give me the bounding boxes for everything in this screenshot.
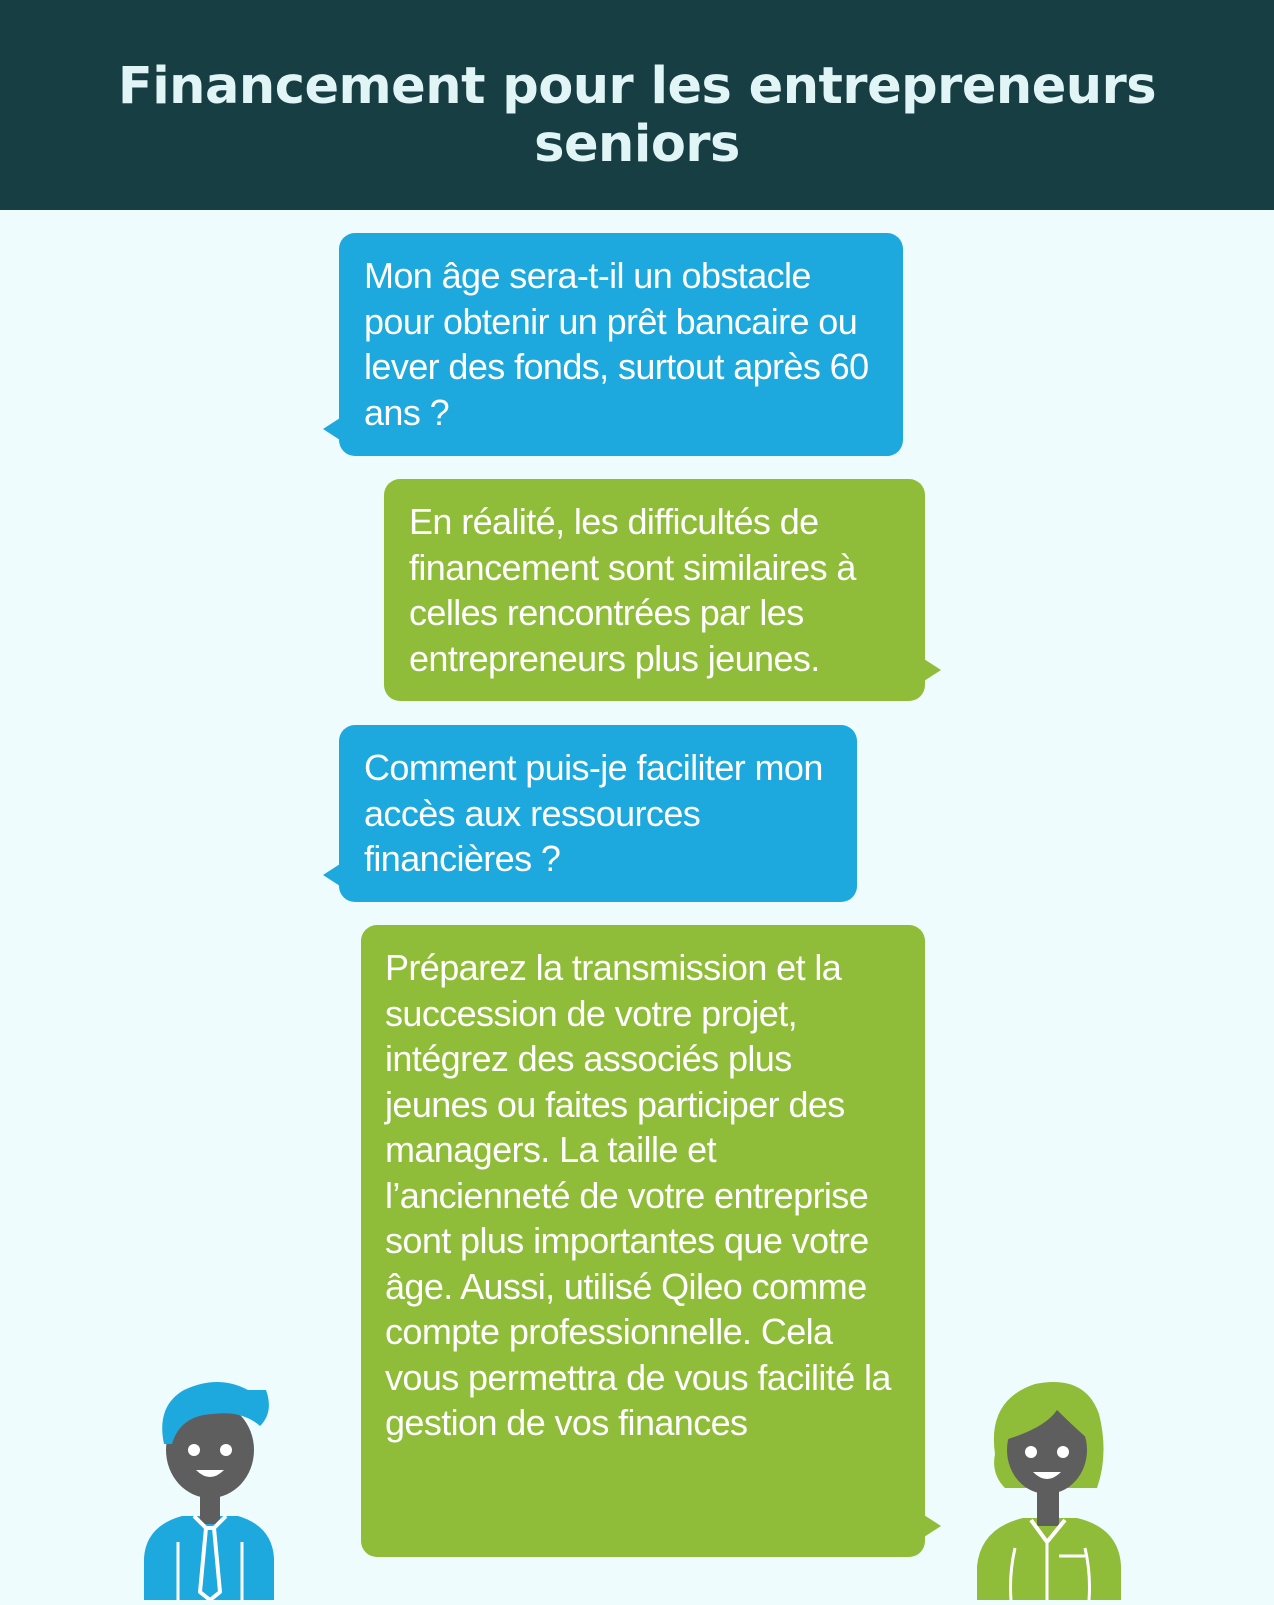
chat-bubble-question-2: Comment puis-je faciliter mon accès aux ressources financières ?: [339, 725, 857, 902]
chat-bubble-question-1: Mon âge sera-t-il un obstacle pour obtenir un prêt bancaire ou lever des fonds, surtout après 60 ans ?: [339, 233, 903, 456]
chat-bubble-answer-1: En réalité, les difficultés de financement sont similaires à celles rencontrées par les entrepreneurs plus jeunes.: [384, 479, 925, 701]
man-avatar-icon: [130, 1370, 290, 1600]
page-title: Financement pour les entrepreneurs seniors: [117, 57, 1157, 174]
header-banner: [0, 0, 1274, 210]
chat-bubble-answer-2: Préparez la transmission et la succession de votre projet, intégrez des associés plus jeunes ou faites participer des managers. La taille et l’ancienneté de votre entreprise sont plus importantes que votre âge. Aussi, utilisé Qileo comme compte professionnelle. Cela vous permettra de vous facilité la gestion de vos finances: [361, 925, 925, 1557]
woman-avatar-icon: [975, 1370, 1125, 1600]
